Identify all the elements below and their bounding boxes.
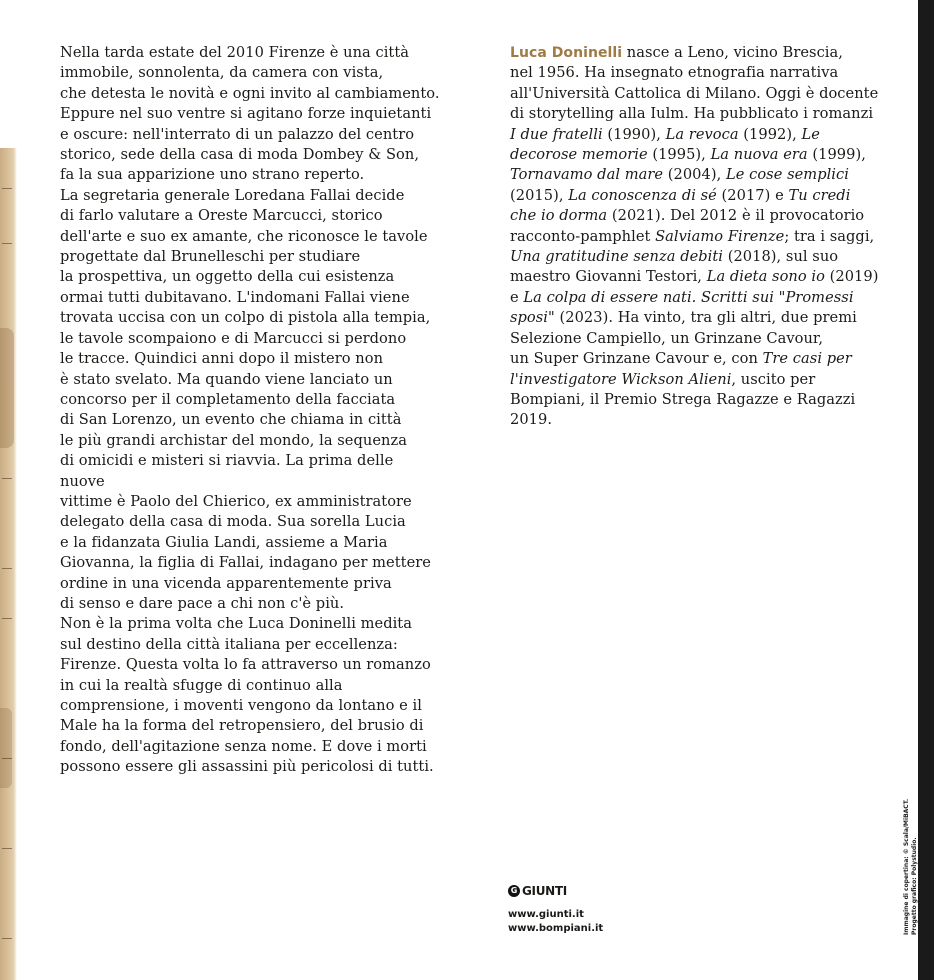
synopsis-line: sul destino della città italiana per eccellenza: xyxy=(60,635,398,653)
book-title: Salviamo Firenze xyxy=(655,227,785,245)
publisher-name: GIUNTI xyxy=(522,884,567,898)
synopsis-text xyxy=(60,43,440,778)
synopsis-line: le tracce. Quindici anni dopo il mistero non xyxy=(60,350,384,368)
synopsis-line: di omicidi e misteri si riavvia. La prima delle nuove xyxy=(60,452,394,490)
synopsis-line: le tavole scompaiono e di Marcucci si perdono xyxy=(60,329,407,347)
synopsis-line: è stato svelato. Ma quando viene lanciato un xyxy=(60,370,393,388)
synopsis-line: che detesta le novità e ogni invito al cambiamento. xyxy=(60,84,440,102)
publisher-block xyxy=(508,884,603,936)
synopsis-line: vittime è Paolo del Chierico, ex amministratore xyxy=(60,492,412,510)
synopsis-line: progettate dal Brunelleschi per studiare xyxy=(60,248,361,266)
giunti-logo-icon: G xyxy=(508,885,520,897)
synopsis-line: ordine in una vicenda apparentemente priva xyxy=(60,574,392,592)
spine-strip xyxy=(918,0,934,980)
synopsis-line: comprensione, i moventi vengono da lontano e il xyxy=(60,697,422,714)
synopsis-line: ormai tutti dubitavano. L'indomani Fallai viene xyxy=(60,288,410,306)
synopsis-line: La segretaria generale Loredana Fallai decide xyxy=(60,186,405,204)
author-bio: Luca Doninelli nasce a Leno, vicino Brescia, nel 1956. Ha insegnato etnografia narrativa all'Università Cattolica di Milano. Oggi è docente di storytelling alla Iulm. Ha pubblicato i romanzi I due fratelli (1990), La revoca (1992), Le decorose memorie (1995), La nuova era (1999), Tornavamo dal mare (2004), Le cose semplici (2015), La conoscenza di sé (2017) e Tu credi che io dorma (2021). Del 2012 è il provocatorio racconto-pamphlet Salviamo Firenze; tra i saggi, Una gratitudine senza debiti (2018), sul suo maestro Giovanni Testori, La dieta sono io (2019) e La colpa di essere nati. Scritti sui "Promessi sposi" (2023). Ha vinto, tra gli altri, due premi Selezione Campiello, un Grinzane Cavour, un Super Grinzane Cavour e, con Tre casi per l'investigatore Wickson Alieni, uscito per Bompiani, il Premio Strega Ragazze e Ragazzi 2019. xyxy=(510,44,879,429)
synopsis-line: di San Lorenzo, un evento che chiama in città xyxy=(60,411,402,429)
cover-credits xyxy=(903,795,919,935)
book-title: La revoca xyxy=(665,125,739,143)
book-title: Una gratitudine senza debiti xyxy=(510,248,724,266)
publisher-logo xyxy=(508,884,603,898)
synopsis-line: Male ha la forma del retropensiero, del brusio di xyxy=(60,717,424,735)
synopsis-line: di farlo valutare a Oreste Marcucci, storico xyxy=(60,207,383,225)
synopsis-line: le più grandi archistar del mondo, la sequenza xyxy=(60,431,407,449)
book-title: Le xyxy=(801,125,820,143)
synopsis-line: delegato della casa di moda. Sua sorella Lucia xyxy=(60,513,406,531)
synopsis-line: Eppure nel suo ventre si agitano forze inquietanti xyxy=(60,105,432,123)
synopsis-line: in cui la realtà sfugge di continuo alla xyxy=(60,676,343,694)
book-title: Tu credi xyxy=(788,186,851,204)
synopsis-line: fa la sua apparizione uno strano reperto. xyxy=(60,166,365,184)
synopsis-line: e la fidanzata Giulia Landi, assieme a Maria xyxy=(60,533,388,551)
book-title: La dieta sono io xyxy=(706,268,825,286)
book-title: sposi" xyxy=(510,309,555,327)
parchment-edge-image xyxy=(0,148,17,980)
book-title: La nuova era xyxy=(710,146,808,164)
synopsis-line: storico, sede della casa di moda Dombey & Son, xyxy=(60,146,420,164)
synopsis-line: la prospettiva, un oggetto della cui esistenza xyxy=(60,268,395,286)
book-title: l'investigatore Wickson Alieni xyxy=(510,370,732,388)
book-title: Tornavamo dal mare xyxy=(510,166,664,184)
publisher-url[interactable]: www.bompiani.it xyxy=(508,923,604,934)
publisher-url[interactable]: www.giunti.it xyxy=(508,909,584,920)
synopsis-line: Non è la prima volta che Luca Doninelli medita xyxy=(60,615,412,633)
book-title: La colpa di essere nati. Scritti sui "Promessi xyxy=(523,288,854,306)
synopsis-line: dell'arte e suo ex amante, che riconosce le tavole xyxy=(60,227,428,245)
author-name: Luca Doninelli xyxy=(510,45,623,61)
synopsis-line: possono essere gli assassini più pericolosi di tutti. xyxy=(60,758,434,776)
book-title: Tre casi per xyxy=(762,350,852,368)
credit-line: Progetto grafico: Polystudio. xyxy=(911,837,918,935)
synopsis-line: Firenze. Questa volta lo fa attraverso un romanzo xyxy=(60,656,431,674)
book-title: I due fratelli xyxy=(510,125,603,143)
synopsis-line: fondo, dell'agitazione senza nome. E dove i morti xyxy=(60,737,427,755)
book-title: Le cose semplici xyxy=(725,166,849,184)
synopsis-line: Nella tarda estate del 2010 Firenze è una città xyxy=(60,44,410,61)
synopsis-line: e oscure: nell'interrato di un palazzo del centro xyxy=(60,125,415,143)
synopsis-line: trovata uccisa con un colpo di pistola alla tempia, xyxy=(60,309,431,327)
synopsis-line: Giovanna, la figlia di Fallai, indagano per mettere xyxy=(60,554,431,572)
book-title: che io dorma xyxy=(510,207,608,225)
synopsis-line: di senso e dare pace a chi non c'è più. xyxy=(60,594,345,612)
credit-line: Immagine di copertina: © Scala/MiBACT. xyxy=(903,798,910,935)
synopsis-line: concorso per il completamento della facciata xyxy=(60,390,396,408)
synopsis-line: immobile, sonnolenta, da camera con vista, xyxy=(60,64,384,82)
book-title: decorose memorie xyxy=(510,146,648,164)
book-title: La conoscenza di sé xyxy=(568,186,717,204)
